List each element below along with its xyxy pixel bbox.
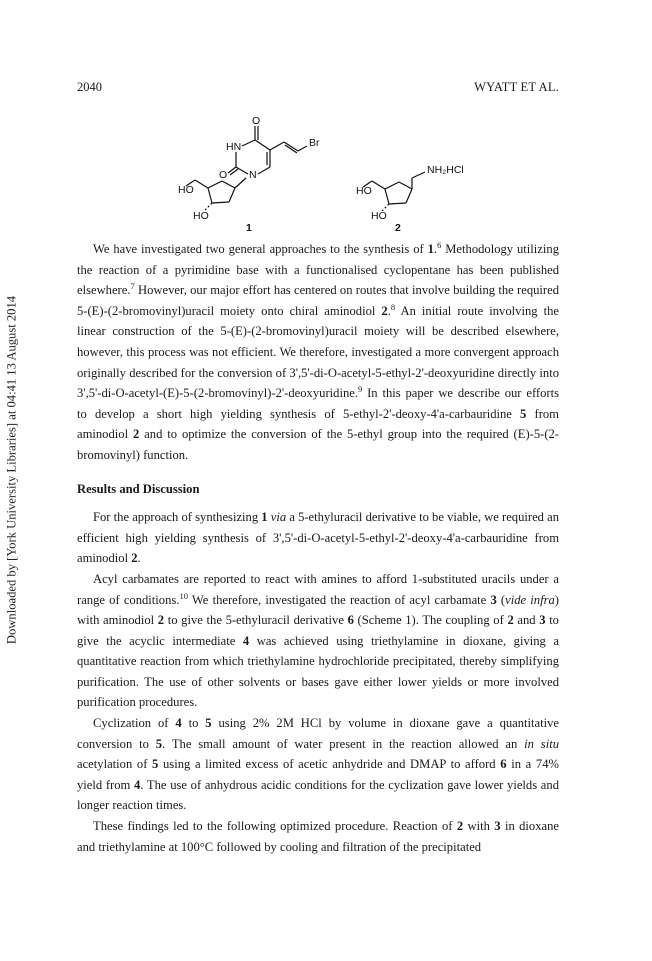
paragraph-acyl-carbamates: Acyl carbamates are reported to react with amines to afford 1-substituted uracils under a range of conditions.$^{10}$ We therefore, investigated the reaction of acyl carbamate 3 (vide infra) with aminodiol 2 to give the 5-ethyluracil derivative 6 (Scheme 1). The coupling of 2 and 3 to give the acyclic intermediate 4 was achieved using triethylamine in dioxane, giving a quantitative reaction from which triethylamine hydrochloride precipitated, thereby simplifying purification. The use of other solvents or bases gave either lower yields or more involved purification procedures.: [77, 571, 559, 710]
download-notice: Downloaded by [York University Libraries] at 04:41 13 August 2014: [4, 295, 19, 645]
compound-2-hydroxyl-a: HO: [356, 185, 372, 197]
compound-1-hydroxyl-a: HO: [178, 184, 194, 196]
paragraph-approach: For the approach of synthesizing 1 via a 5-ethyluracil derivative to be viable, we required an efficient high yielding synthesis of 3',5'-di-O-acetyl-5-ethyl-2'-deoxy-4'a-carbauridine from aminodiol 2.: [77, 510, 560, 566]
compound-1-bromine: Br: [309, 137, 320, 149]
compound-1-oxygen-top: O: [252, 115, 261, 127]
compound-1-nitrogen: N: [249, 169, 257, 181]
paragraph-cyclization: Cyclization of 4 to 5 using 2% 2M HCl by volume in dioxane gave a quantitative conversion to 5. The small amount of water present in the reaction allowed an in situ acetylation of 5 using a limited excess of acetic anhydride and DMAP to afford 6 in a 74% yield from 4. The use of anhydrous acidic conditions for the cyclization gave lower yields and longer reaction times.: [77, 716, 560, 813]
section-heading: Results and Discussion: [77, 481, 200, 496]
compound-2-structure: [363, 172, 425, 211]
compound-1-oxygen-left: O: [219, 169, 228, 181]
compound-1-hn: HN: [226, 141, 242, 153]
page-number: 2040: [77, 80, 102, 94]
compound-1-hydroxyl-b: HO: [193, 210, 209, 222]
paragraph-optimized-procedure: These findings led to the following optimized procedure. Reaction of 2 with 3 in dioxane and triethylamine at 100°C followed by cooling and filtration of the precipitated: [77, 819, 560, 854]
compound-1-number: 1: [246, 222, 252, 234]
chemical-structures: [0, 100, 652, 250]
article-body: [77, 239, 559, 857]
running-head: WYATT ET AL.: [474, 80, 559, 94]
compound-2-number: 2: [395, 222, 401, 234]
compound-2-hydroxyl-b: HO: [371, 210, 387, 222]
paragraph-introduction: We have investigated two general approaches to the synthesis of 1.$^6$ Methodology utilizing the reaction of a pyrimidine base with a functionalised cyclopentane has been published elsewhere.$^7$ However, our major effort has centered on routes that involve building the required 5-(E)-(2-bromovinyl)uracil moiety onto chiral aminodiol 2.$^8$ An initial route involving the linear construction of the 5-(E)-(2-bromovinyl)uracil moiety will be described elsewhere, however, this process was not efficient. We therefore, investigated a more convergent approach originally described for the conversion of 3',5'-di-O-acetyl-5-ethyl-2'-deoxyuridine directly into 3',5'-di-O-acetyl-(E)-5-(2-bromovinyl)-2'-deoxyuridine.$^9$ In this paper we describe our efforts to develop a short high yielding synthesis of 5-ethyl-2'-deoxy-4'a-carbauridine 5 from aminodiol 2 and to optimize the conversion of the 5-ethyl group into the required (E)-5-(2-bromovinyl) function.: [77, 239, 560, 462]
compound-2-amine-hcl: NH₂HCl: [427, 164, 464, 176]
compound-1-structure: [186, 126, 307, 210]
